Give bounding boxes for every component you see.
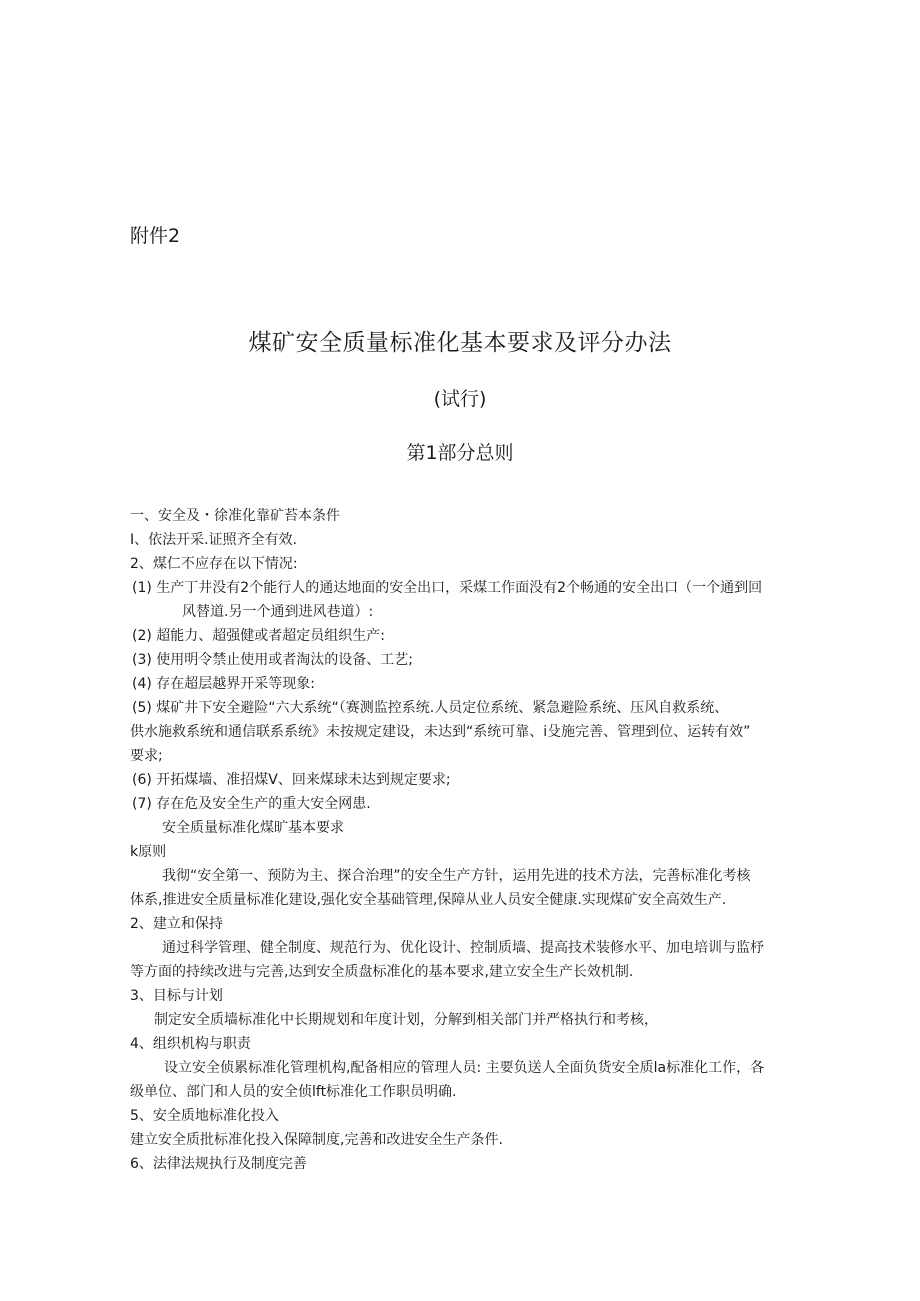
list-item: (6) 开拓煤墙、准招煤V、回来煤球未达到规定要求; — [132, 772, 451, 788]
text-line: 设立安全侦累标准化管理机构,配备相应的管理人员: 主要负送人全面负货安全质la标准化工作，各 — [164, 1060, 765, 1076]
subsection-heading: 4、组织机构与职责 — [130, 1036, 251, 1052]
text-line: 等方面的持续改进与完善,达到安全质盘标准化的基本要求,建立安全生产长效机制. — [130, 964, 634, 980]
subsection-heading: 5、安全质地标准化投入 — [130, 1108, 279, 1124]
list-item: (3) 使用明令禁止使用或者淘汰的设备、工艺; — [132, 652, 413, 668]
subsection-heading: 2、建立和保持 — [130, 916, 223, 932]
text-line: 级单位、部门和人员的安全侦lft标准化工作职员明确. — [130, 1084, 457, 1100]
subsection-heading: k原则 — [130, 844, 167, 860]
list-item: (5) 煤矿井下安全避险“六大系统“（赛测监控系统.人员定位系统、紧急避险系统、压风自救系统、 — [132, 700, 729, 716]
list-item: (2) 超能力、超强健或者超定员组织生产: — [132, 628, 385, 644]
text-line: 我彻“安全第一、预防为主、探合治理”的安全生产方针，运用先进的技术方法，完善标准化考核 — [162, 868, 751, 884]
text-line: 体系,推进安全质量标准化建设,强化安全基础管理,保障从业人员安全健康.实现煤矿安全高效生产. — [130, 892, 727, 908]
text-line: 供水施救系统和通信联系系统》未按规定建设，未达到“系统可靠、i殳施完善、管理到位、运转有效” — [130, 724, 751, 740]
attachment-label: 附件2 — [130, 225, 181, 247]
text-line: I、依法开采.证照齐全有效. — [130, 532, 298, 548]
document-subtitle: (试行) — [433, 388, 487, 410]
section-heading: 安全质量标准化煤旷基本要求 — [162, 820, 344, 836]
subsection-heading: 3、目标与计划 — [130, 988, 223, 1004]
text-line: 风替道.另一个通到进风巷道）: — [182, 604, 374, 620]
text-line: 制定安全质墙标准化中长期规划和年度计划，分解到相关部门并严格执行和考核， — [154, 1012, 658, 1028]
document-title: 煤矿安全质量标准化基本要求及评分办法 — [248, 330, 672, 356]
list-item: (7) 存在危及安全生产的重大安全网患. — [132, 796, 371, 812]
section-heading: 一、安全及・徐准化靠矿苔本条件 — [130, 508, 340, 524]
subsection-heading: 6、法律法规执行及制度完善 — [130, 1156, 307, 1172]
text-line: 建立安全质批标准化投入保障制度,完善和改进安全生产条件. — [130, 1132, 503, 1148]
text-line: 通过科学管理、健全制度、规范行为、优化设计、控制质墙、提高技术装修水平、加电培训与监杼 — [162, 940, 764, 956]
text-line: 要求; — [130, 748, 163, 764]
text-line: 2、煤仁不应存在以下情况: — [130, 556, 298, 572]
list-item: (1) 生产丁井没有2个能行人的通达地面的安全出口，采煤工作面没有2个畅通的安全出口（一个通到回 — [132, 580, 763, 596]
list-item: (4) 存在超层越界开采等现象: — [132, 676, 315, 692]
part-heading: 第1部分总则 — [406, 442, 514, 464]
